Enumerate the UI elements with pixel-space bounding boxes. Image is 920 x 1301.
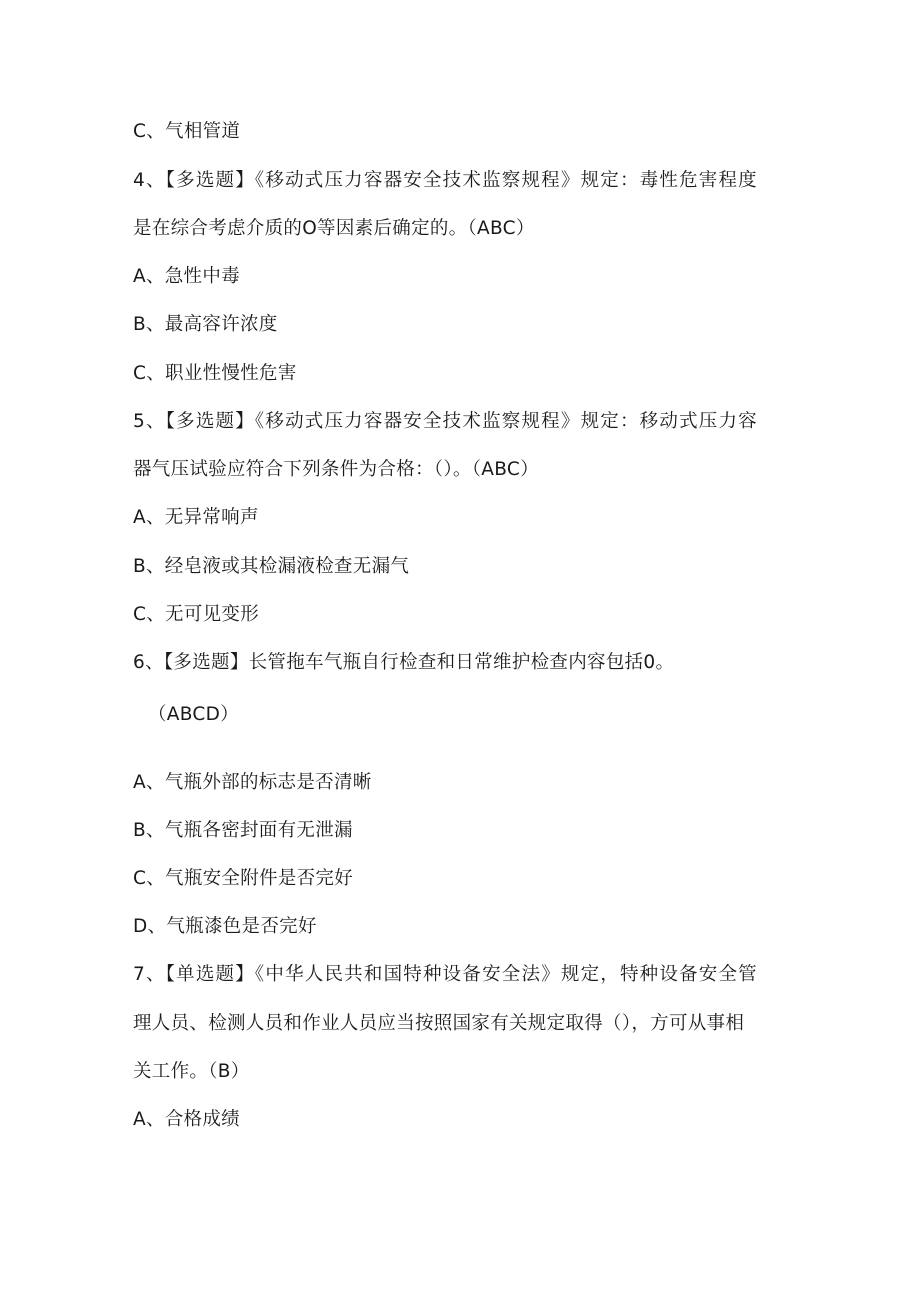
option-d-q6: D、气瓶漆色是否完好 <box>133 916 317 937</box>
question-6-answer: （ABCD） <box>148 704 239 725</box>
option-b-q5: B、经皂液或其检漏液检查无漏气 <box>133 556 410 577</box>
question-7-line-1: 7、【单选题】《中华人民共和国特种设备安全法》规定，特种设备安全管 <box>133 964 758 985</box>
option-b-q4: B、最高容许浓度 <box>133 314 278 335</box>
question-6-line-1: 6、【多选题】长管拖车气瓶自行检查和日常维护检查内容包括0。 <box>133 652 675 673</box>
option-a-q4: A、急性中毒 <box>133 266 240 287</box>
option-c-q3: C、气相管道 <box>133 121 241 142</box>
option-b-q6: B、气瓶各密封面有无泄漏 <box>133 820 353 841</box>
option-a-q5: A、无异常响声 <box>133 507 259 528</box>
question-7-line-2: 理人员、检测人员和作业人员应当按照国家有关规定取得（），方可从事相 <box>133 1013 745 1034</box>
option-a-q7: A、合格成绩 <box>133 1109 240 1130</box>
option-a-q6: A、气瓶外部的标志是否清晰 <box>133 772 372 793</box>
question-4-line-2: 是在综合考虑介质的O等因素后确定的。（ABC） <box>133 218 535 239</box>
question-4-line-1: 4、【多选题】《移动式压力容器安全技术监察规程》规定：毒性危害程度 <box>133 170 758 191</box>
option-c-q6: C、气瓶安全附件是否完好 <box>133 868 354 889</box>
question-7-line-3: 关工作。（B） <box>133 1061 250 1082</box>
question-5-line-1: 5、【多选题】《移动式压力容器安全技术监察规程》规定：移动式压力容 <box>133 411 758 432</box>
question-5-line-2: 器气压试验应符合下列条件为合格：（）。（ABC） <box>133 459 539 480</box>
option-c-q4: C、职业性慢性危害 <box>133 363 297 384</box>
option-c-q5: C、无可见变形 <box>133 604 260 625</box>
